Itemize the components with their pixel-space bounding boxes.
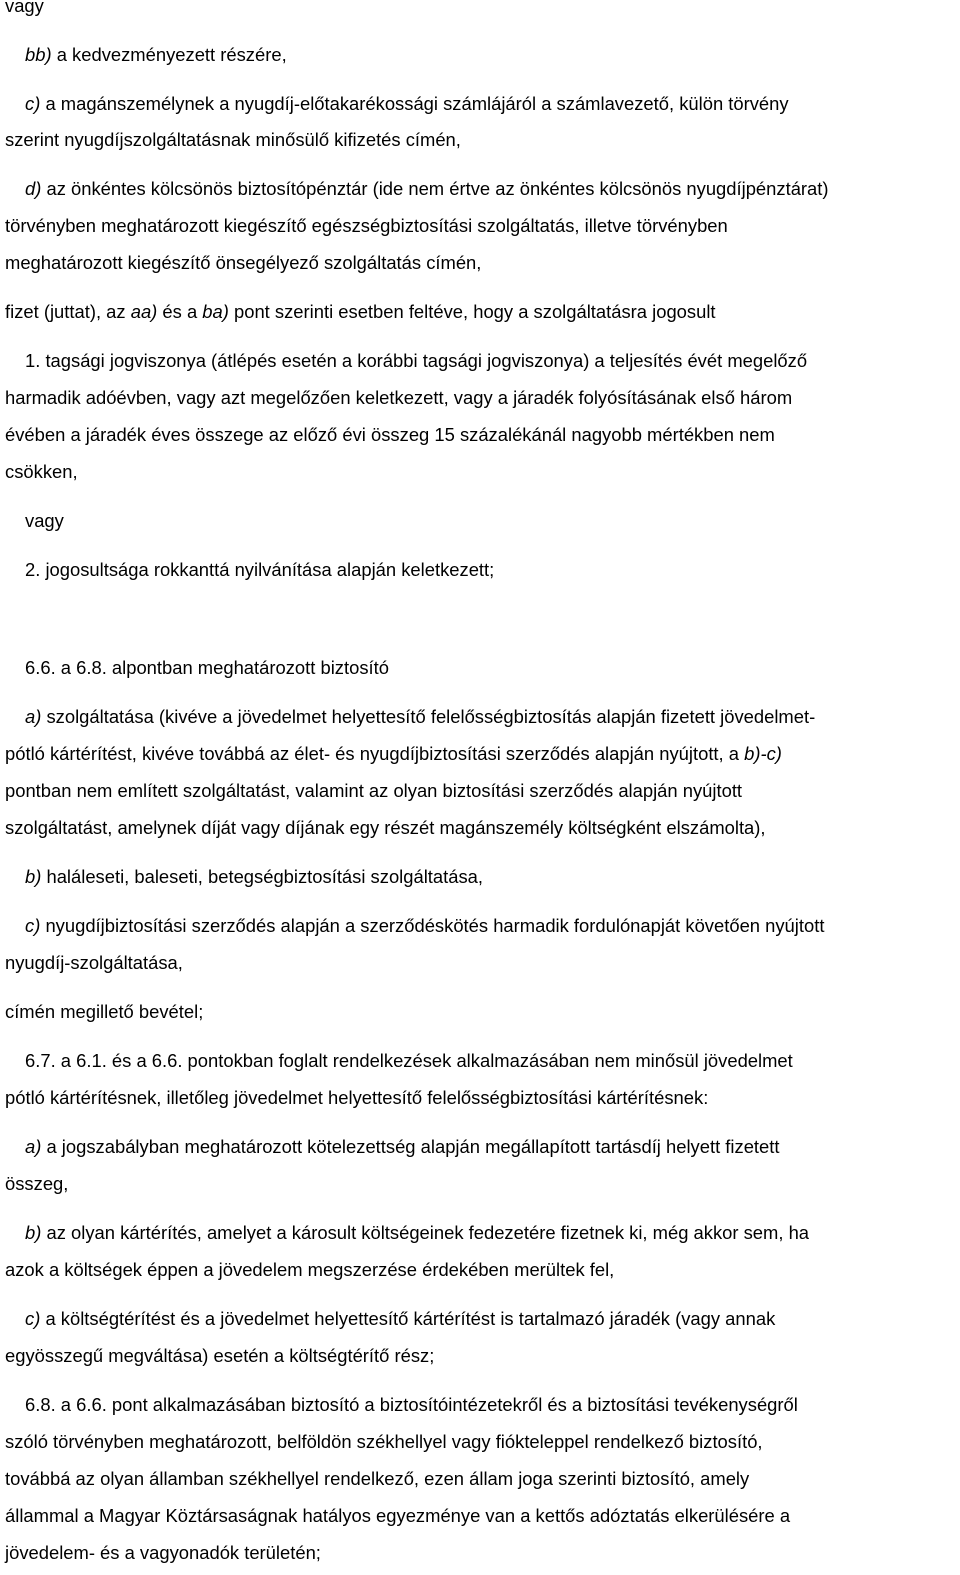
item-marker: c) (25, 1308, 41, 1329)
item-reference: ba) (202, 301, 229, 322)
item-marker: bb) (25, 44, 52, 65)
text-line: szerint nyugdíjszolgáltatásnak minősülő kifizetés címén, (5, 129, 461, 150)
text-line: azok a költségek éppen a jövedelem megszerzése érdekében merültek fel, (5, 1259, 615, 1280)
text-span: és a (157, 301, 203, 322)
item-marker: a) (25, 1136, 42, 1157)
text-line: szóló törvényben meghatározott, belföldön székhellyel vagy fiókteleppel rendelkező biztosító, (5, 1431, 763, 1452)
section-heading-6-6: 6.6. a 6.8. alpontban meghatározott biztosító (25, 657, 389, 678)
item-reference: aa) (130, 301, 158, 322)
text-span: pont szerinti esetben feltéve, hogy a szolgáltatásra jogosult (228, 301, 716, 322)
text-line (5, 301, 716, 323)
item-text: az olyan kártérítés, amelyet a károsult költségeinek fedezetére fizetnek ki, még akkor sem, ha (41, 1222, 810, 1243)
text-line: állammal a Magyar Köztársaságnak hatályos egyezménye van a kettős adóztatás elkerülésére a (5, 1505, 791, 1526)
item-text: haláleseti, baleseti, betegségbiztosítási szolgáltatása, (41, 866, 484, 887)
item-marker: a) (25, 706, 42, 727)
text-line: jövedelem- és a vagyonadók területén; (5, 1542, 321, 1563)
list-item-b (25, 1222, 809, 1244)
text-line (5, 743, 782, 765)
text-line: nyugdíj-szolgáltatása, (5, 952, 183, 973)
numbered-item-1: 1. tagsági jogviszonya (átlépés esetén a korábbi tagsági jogviszonya) a teljesítés évét megelőző (25, 350, 808, 371)
item-text: a költségtérítést és a jövedelmet helyettesítő kártérítést is tartalmazó járadék (vagy annak (40, 1308, 776, 1329)
text-line: egyösszegű megváltása) esetén a költségtérítő rész; (5, 1345, 435, 1366)
text-line: vagy (5, 0, 44, 16)
text-line: vagy (25, 510, 64, 531)
text-line: pontban nem említett szolgáltatást, valamint az olyan biztosítási szerződés alapján nyújtott (5, 780, 743, 801)
list-item-b (25, 866, 483, 888)
item-text: a magánszemélynek a nyugdíj-előtakarékossági számlájáról a számlavezető, külön törvény (40, 93, 789, 114)
text-line: évében a járadék éves összege az előző évi összeg 15 százalékánál nagyobb mértékben nem (5, 424, 775, 445)
text-line: törvényben meghatározott kiegészítő egészségbiztosítási szolgáltatás, illetve törvényben (5, 215, 728, 236)
list-item-a (25, 1136, 779, 1158)
list-item-bb (25, 44, 287, 66)
text-line: meghatározott kiegészítő önsegélyező szolgáltatás címén, (5, 252, 482, 273)
text-line: szolgáltatást, amelynek díját vagy díjának egy részét magánszemély költségként elszámolta), (5, 817, 766, 838)
item-marker: b) (25, 1222, 42, 1243)
text-line: pótló kártérítésnek, illetőleg jövedelmet helyettesítő felelősségbiztosítási kártérítésnek: (5, 1087, 709, 1108)
list-item-c (25, 1308, 775, 1330)
text-line: csökken, (5, 461, 78, 482)
item-marker: c) (25, 915, 41, 936)
text-span: fizet (juttat), az (5, 301, 131, 322)
item-text: az önkéntes kölcsönös biztosítópénztár (ide nem értve az önkéntes kölcsönös nyugdíjpénztárat) (41, 178, 829, 199)
text-line: összeg, (5, 1173, 69, 1194)
list-item-a (25, 706, 815, 728)
item-marker: b) (25, 866, 42, 887)
item-text: a kedvezményezett részére, (51, 44, 287, 65)
item-text: szolgáltatása (kivéve a jövedelmet helyettesítő felelősségbiztosítás alapján fizetett jövedelmet- (41, 706, 816, 727)
text-line: harmadik adóévben, vagy azt megelőzően keletkezett, vagy a járadék folyósításának első három (5, 387, 793, 408)
text-line: továbbá az olyan államban székhellyel rendelkező, ezen állam joga szerinti biztosító, amely (5, 1468, 750, 1489)
text-line: címén megillető bevétel; (5, 1001, 204, 1022)
item-text: nyugdíjbiztosítási szerződés alapján a szerződéskötés harmadik fordulónapját követően nyújtott (40, 915, 825, 936)
list-item-d (25, 178, 829, 200)
text-span: pótló kártérítést, kivéve továbbá az élet- és nyugdíjbiztosítási szerződés alapján nyújtott, a (5, 743, 745, 764)
section-heading-6-7: 6.7. a 6.1. és a 6.6. pontokban foglalt rendelkezések alkalmazásában nem minősül jövedelmet (25, 1050, 793, 1071)
item-reference: b)-c) (744, 743, 782, 764)
item-marker: c) (25, 93, 41, 114)
list-item-c (25, 915, 824, 937)
numbered-item-2: 2. jogosultsága rokkanttá nyilvánítása alapján keletkezett; (25, 559, 495, 580)
item-text: a jogszabályban meghatározott kötelezettség alapján megállapított tartásdíj helyett fizetett (41, 1136, 780, 1157)
item-marker: d) (25, 178, 42, 199)
section-heading-6-8: 6.8. a 6.6. pont alkalmazásában biztosító a biztosítóintézetekről és a biztosítási tevékenységről (25, 1394, 798, 1415)
list-item-c (25, 93, 789, 115)
